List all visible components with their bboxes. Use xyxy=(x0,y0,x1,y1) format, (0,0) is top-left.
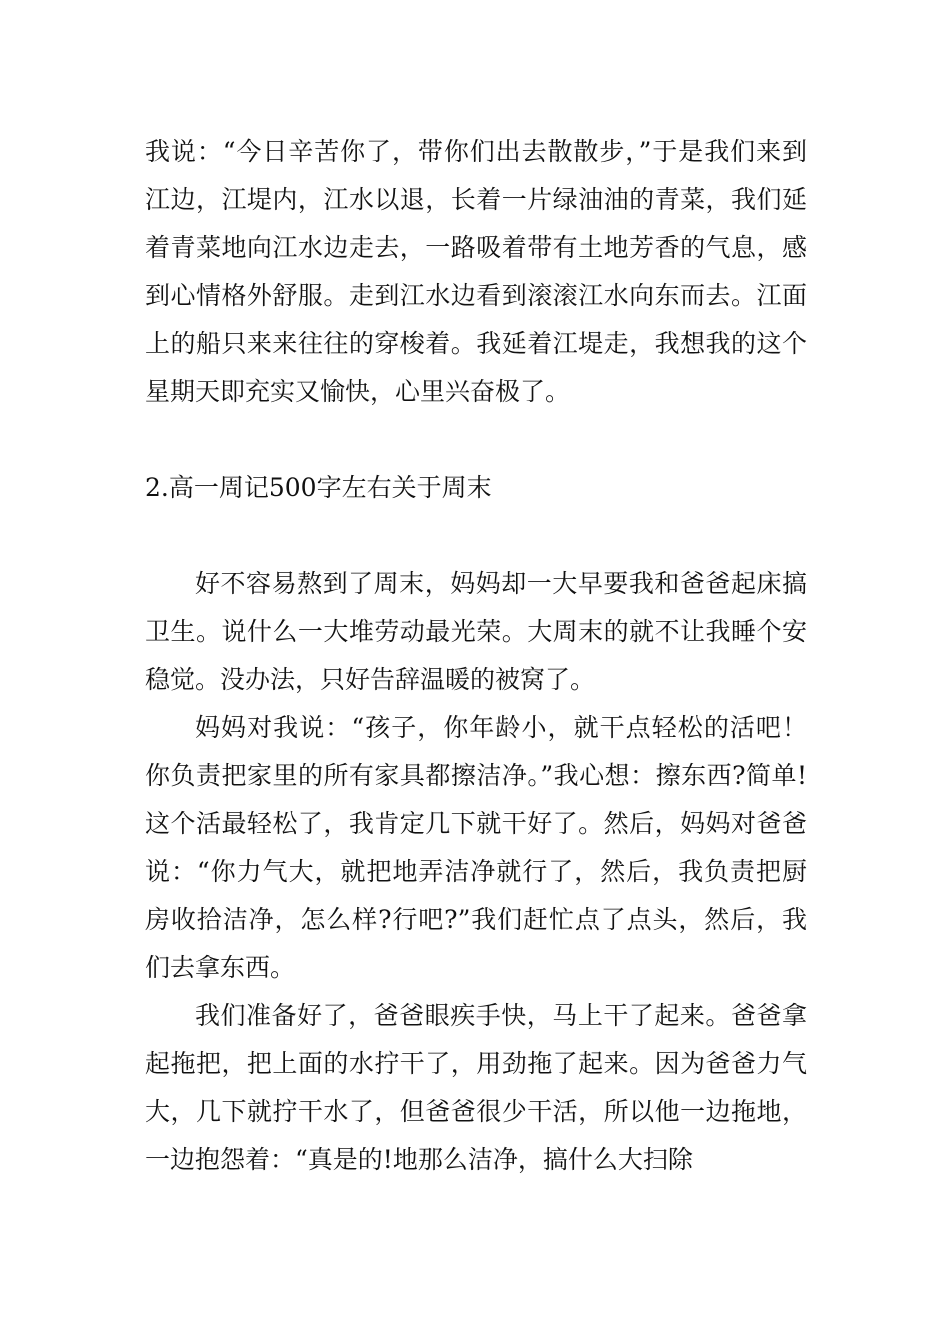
paragraph-1: 我说：“今日辛苦你了，带你们出去散散步，”于是我们来到江边，江堤内，江水以退，长着一片绿油油的青菜，我们延着青菜地向江水边走去，一路吸着带有土地芳香的气息，感到心情格外舒服。走到江水边看到滚滚江水向东而去。江面上的船只来来往往的穿梭着。我延着江堤走，我想我的这个星期天即充实又愉快，心里兴奋极了。 xyxy=(145,137,807,406)
section-paragraph-2: 妈妈对我说：“孩子，你年龄小，就干点轻松的活吧！你负责把家里的所有家具都擦洁净。”我心想：擦东西?简单!这个活最轻松了，我肯定几下就干好了。然后，妈妈对爸爸说：“你力气大，就把地弄洁净就行了，然后，我负责把厨房收拾洁净，怎么样?行吧?”我们赶忙点了点头，然后，我们去拿东西。 xyxy=(145,713,807,982)
section-heading: 2.高一周记500字左右关于周末 xyxy=(145,473,492,502)
section-paragraph-3: 我们准备好了，爸爸眼疾手快，马上干了起来。爸爸拿起拖把，把上面的水拧干了，用劲拖了起来。因为爸爸力气大，几下就拧干水了，但爸爸很少干活，所以他一边拖地，一边抱怨着：“真是的!地那么洁净，搞什么大扫除 xyxy=(145,1001,807,1174)
document-body xyxy=(145,128,807,1184)
section-paragraph-1: 好不容易熬到了周末，妈妈却一大早要我和爸爸起床搞卫生。说什么一大堆劳动最光荣。大周末的就不让我睡个安稳觉。没办法，只好告辞温暖的被窝了。 xyxy=(145,569,807,694)
